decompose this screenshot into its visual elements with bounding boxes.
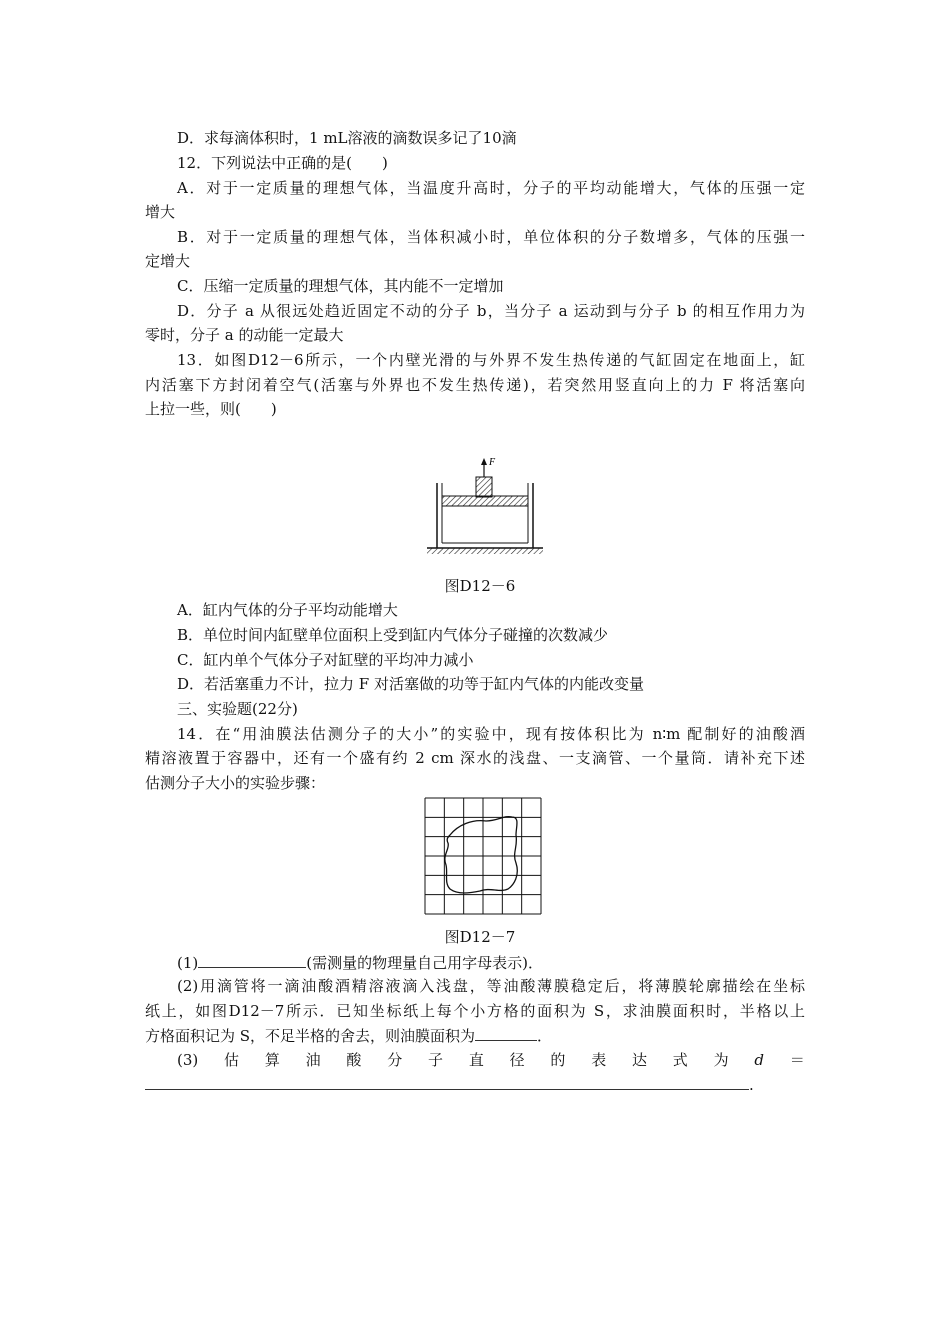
step3-token: 酸	[346, 1051, 362, 1069]
q13-option-a: A．缸内气体的分子平均动能增大	[177, 601, 398, 619]
step3-token-variable-d: d	[754, 1051, 764, 1069]
step3-end: .	[749, 1076, 754, 1094]
step1-number: (1)	[177, 954, 199, 972]
oil-film-grid-figure	[424, 797, 542, 915]
step2-line3-text: 方格面积记为 S，不足半格的舍去，则油膜面积为	[145, 1027, 476, 1045]
step3-token: 直	[468, 1051, 484, 1069]
ground-hatch	[427, 548, 543, 554]
step3-token: (3)	[177, 1051, 199, 1069]
step3-token: 径	[509, 1051, 525, 1069]
coordinate-grid	[425, 798, 541, 914]
figure-d12-7-caption: 图D12－7	[444, 928, 516, 946]
q12-option-b-line1: B．对于一定质量的理想气体，当体积减小时，单位体积的分子数增多，气体的压强一	[177, 228, 805, 246]
q13-option-c: C．缸内单个气体分子对缸壁的平均冲力减小	[177, 651, 474, 669]
step3-token: 子	[428, 1051, 444, 1069]
step3-token: 的	[550, 1051, 566, 1069]
step3-token: ＝	[789, 1051, 805, 1069]
q12-option-b-line2: 定增大	[145, 252, 191, 270]
piston-rod	[476, 477, 492, 497]
cylinder-piston-figure	[425, 453, 545, 563]
q14-stem-line1: 14．在“用油膜法估测分子的大小”的实验中，现有按体积比为 n∶m 配制好的油酸酒	[177, 725, 805, 743]
q12-option-d-line2: 零时，分子 a 的动能一定最大	[145, 326, 344, 344]
q14-stem-line2: 精溶液置于容器中，还有一个盛有约 2 cm 深水的浅盘、一支滴管、一个量筒．请补充下述	[145, 749, 805, 767]
step3-token: 算	[264, 1051, 280, 1069]
step2-line3-end: ．	[537, 1027, 553, 1045]
force-label: F	[489, 457, 496, 468]
q13-stem-line3: 上拉一些，则( )	[145, 400, 277, 418]
q12-option-a-line1: A．对于一定质量的理想气体，当温度升高时，分子的平均动能增大，气体的压强一定	[177, 179, 805, 197]
q14-step2-line2: 纸上，如图D12－7所示．已知坐标纸上每个小方格的面积为 S，求油膜面积时，半格以上	[145, 1002, 805, 1020]
q12-option-d-line1: D．分子 a 从很远处趋近固定不动的分子 b，当分子 a 运动到与分子 b 的相互作用力为	[177, 302, 805, 320]
force-arrow-head	[481, 458, 487, 465]
oil-film-outline	[445, 817, 517, 893]
step1-answer-blank[interactable]	[198, 952, 306, 968]
step3-token: 估	[224, 1051, 240, 1069]
q12-option-c: C．压缩一定质量的理想气体，其内能不一定增加	[177, 277, 504, 295]
q13-option-d: D．若活塞重力不计，拉力 F 对活塞做的功等于缸内气体的内能改变量	[177, 675, 644, 693]
step3-token: 式	[672, 1051, 688, 1069]
q13-option-b: B．单位时间内缸壁单位面积上受到缸内气体分子碰撞的次数减少	[177, 626, 609, 644]
q13-stem-line1: 13．如图D12－6所示，一个内壁光滑的与外界不发生热传递的气缸固定在地面上，缸	[177, 351, 805, 369]
q12-option-a-line2: 增大	[145, 203, 176, 221]
q14-step3-line2	[145, 1074, 805, 1095]
q14-step3-line1	[177, 1050, 805, 1070]
step2-answer-blank[interactable]	[475, 1025, 537, 1041]
q13-stem-line2: 内活塞下方封闭着空气(活塞与外界也不发生热传递)，若突然用竖直向上的力 F 将活塞向	[145, 376, 805, 394]
step3-token: 达	[632, 1051, 648, 1069]
q11-option-d: D．求每滴体积时，1 mL溶液的滴数误多记了10滴	[177, 129, 517, 147]
q14-step1	[177, 952, 805, 973]
q14-step2-line3	[145, 1025, 805, 1046]
step3-answer-blank[interactable]	[145, 1074, 749, 1090]
q12-stem: 12．下列说法中正确的是( )	[177, 154, 388, 172]
step3-token: 为	[713, 1051, 729, 1069]
q14-step2-line1: (2)用滴管将一滴油酸酒精溶液滴入浅盘，等油酸薄膜稳定后，将薄膜轮廓描绘在坐标	[177, 977, 805, 995]
q14-stem-line3: 估测分子大小的实验步骤：	[145, 774, 326, 792]
step3-token: 分	[387, 1051, 403, 1069]
step1-text: (需测量的物理量自己用字母表示)．	[306, 954, 543, 972]
step3-token: 表	[591, 1051, 607, 1069]
section-3-title: 三、实验题(22分)	[177, 700, 298, 718]
step3-token: 油	[305, 1051, 321, 1069]
figure-d12-6-caption: 图D12－6	[444, 577, 516, 595]
